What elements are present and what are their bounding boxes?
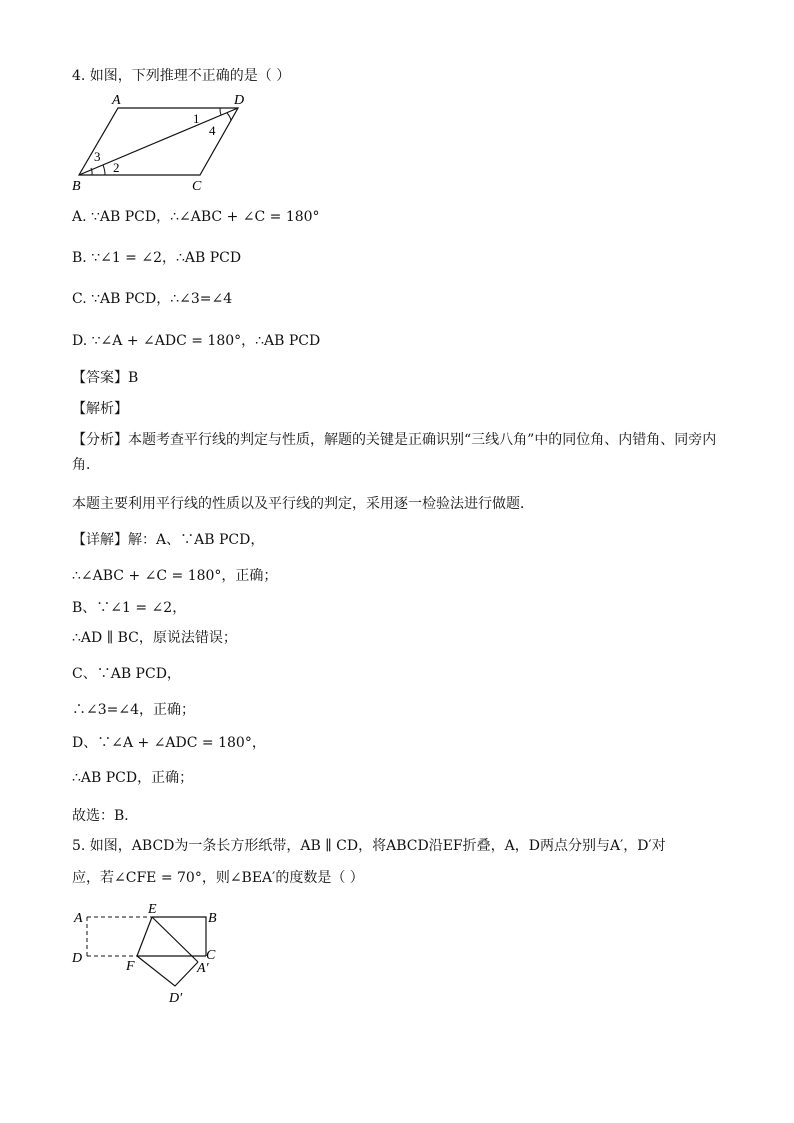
q4-detail-line: ∴∠ABC + ∠C = 180°，正确； [72, 568, 278, 584]
q5-stem-line-1: 5. 如图，ABCD为一条长方形纸带，AB ∥ CD，将ABCD沿EF折叠，A，D两点分别与A′，D′对 [72, 838, 666, 854]
q4-detail-line: C、∵AB PCD， [72, 666, 181, 682]
diagonal-bd [79, 108, 238, 175]
label-angle-1: 1 [193, 111, 200, 126]
q4-option-a: A. ∵AB PCD，∴∠ABC + ∠C = 180° [72, 209, 320, 225]
label-d: D [72, 951, 83, 966]
label-angle-4: 4 [209, 123, 216, 138]
q4-detail-line: ∴AB PCD，正确； [72, 770, 194, 786]
label-e: E [148, 902, 157, 917]
q4-detail-line: B、∵∠1 = ∠2， [72, 600, 187, 616]
folded-flap [137, 956, 198, 986]
angle-arc-2 [103, 165, 105, 175]
label-c: C [192, 179, 202, 194]
q4-analysis: 【分析】本题考查平行线的判定与性质，解题的关键是正确识别“三线八角”中的同位角、内错角、同旁内角． [72, 432, 717, 473]
label-d-prime: D′ [169, 991, 183, 1006]
q4-figure-parallelogram [70, 90, 270, 195]
label-angle-2: 2 [113, 160, 120, 175]
angle-arc-4 [227, 113, 231, 121]
label-b: B [208, 911, 217, 926]
label-c: C [206, 948, 216, 963]
q4-detail-line: 故选：B． [72, 808, 139, 824]
label-angle-3: 3 [94, 149, 101, 164]
segment-ea-prime [152, 917, 198, 962]
q4-detail-line: ∴AD ∥ BC，原说法错误； [72, 630, 237, 646]
label-b: B [72, 179, 81, 194]
label-a-prime: A′ [197, 961, 209, 976]
q4-option-c: C. ∵AB PCD，∴∠3=∠4 [72, 291, 233, 307]
angle-arc-1 [220, 108, 221, 115]
q4-option-b: B. ∵∠1 = ∠2，∴AB PCD [72, 250, 242, 266]
label-d: D [234, 93, 245, 108]
q4-analysis-2: 本题主要利用平行线的性质以及平行线的判定，采用逐一检验法进行做题． [72, 496, 534, 512]
q4-analysis-heading: 【解析】 [72, 401, 128, 417]
label-f: F [126, 959, 135, 974]
strip-ebc [152, 917, 206, 956]
q4-detail-line: D、∵∠A + ∠ADC = 180°， [72, 735, 266, 751]
q4-detail-line: 【详解】解：A、∵AB PCD， [72, 532, 265, 548]
label-a: A [112, 93, 121, 108]
label-a: A [74, 911, 83, 926]
fold-line-ef [137, 917, 152, 956]
q4-option-d: D. ∵∠A + ∠ADC = 180°，∴AB PCD [72, 333, 321, 349]
q5-stem-line-2: 应，若∠CFE = 70°，则∠BEA′的度数是（ ） [72, 870, 364, 886]
q5-figure-folded-strip [70, 900, 240, 1010]
q4-stem: 4. 如图，下列推理不正确的是（ ） [72, 68, 291, 84]
q4-answer: 【答案】B [72, 370, 139, 386]
q4-detail-line: ∴∠3=∠4，正确； [72, 702, 196, 718]
